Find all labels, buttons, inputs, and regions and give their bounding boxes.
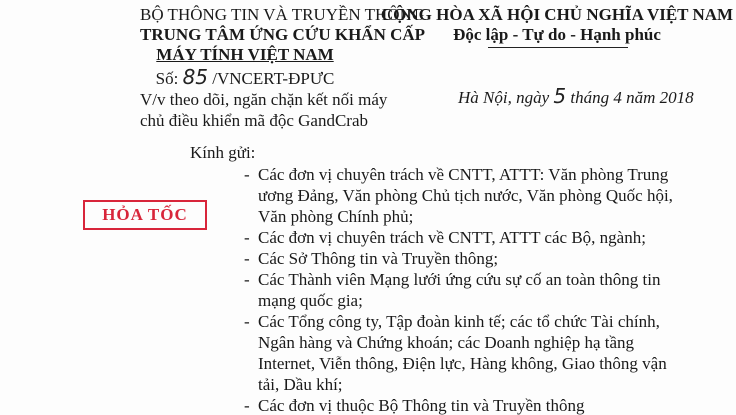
recipient-line: Internet, Viễn thông, Điện lực, Hàng không, Giao thông vận xyxy=(258,354,667,373)
document-number xyxy=(140,67,350,89)
number-suffix: /VNCERT-ĐPƯC xyxy=(212,69,335,88)
recipient-line: mạng quốc gia; xyxy=(258,291,363,310)
subject-line2: chủ điều khiển mã độc GandCrab xyxy=(140,111,369,130)
recipient-line: Các Tổng công ty, Tập đoàn kinh tế; các tổ chức Tài chính, xyxy=(258,312,660,331)
recipient-line: Ngân hàng và Chứng khoán; các Doanh nghiệp hạ tầng xyxy=(258,333,635,352)
recipient-dash: - xyxy=(244,249,250,268)
republic-title: CỘNG HÒA XÃ HỘI CHỦ NGHĨA VIỆT NAM xyxy=(380,5,734,24)
recipient-dash: - xyxy=(244,396,250,415)
center-name-line2: MÁY TÍNH VIỆT NAM xyxy=(156,45,334,64)
subject-line1: V/v theo dõi, ngăn chặn kết nối máy xyxy=(140,90,388,109)
recipient-line: Các đơn vị chuyên trách về CNTT, ATTT các Bộ, ngành; xyxy=(258,228,646,247)
recipient-line: Các đơn vị thuộc Bộ Thông tin và Truyền thông xyxy=(258,396,585,415)
date-prefix: Hà Nội, ngày xyxy=(458,88,550,107)
recipient-dash: - xyxy=(244,312,250,331)
recipient-line: Các Thành viên Mạng lưới ứng cứu sự cố an toàn thông tin xyxy=(258,270,661,289)
recipient-line: Các Sở Thông tin và Truyền thông; xyxy=(258,249,499,268)
ministry-name: BỘ THÔNG TIN VÀ TRUYỀN THÔNG xyxy=(140,5,425,24)
date-line xyxy=(458,86,694,108)
recipient-line: Các đơn vị chuyên trách về CNTT, ATTT: Văn phòng Trung xyxy=(258,165,669,184)
recipient-line: Văn phòng Chính phủ; xyxy=(258,207,414,226)
number-label: Số: xyxy=(155,69,179,88)
date-month-year: tháng 4 năm 2018 xyxy=(570,88,694,107)
motto-underline xyxy=(488,47,628,48)
recipient-dash: - xyxy=(244,270,250,289)
greeting: Kính gửi: xyxy=(190,143,256,162)
date-day: 5 xyxy=(553,84,567,108)
recipient-line: ương Đảng, Văn phòng Chủ tịch nước, Văn phòng Quốc hội, xyxy=(258,186,673,205)
recipient-dash: - xyxy=(244,165,250,184)
recipient-dash: - xyxy=(244,228,250,247)
urgent-stamp: HỎA TỐC xyxy=(83,200,207,230)
number-value: 85 xyxy=(182,65,209,89)
motto: Độc lập - Tự do - Hạnh phúc xyxy=(453,25,661,44)
center-name-line1: TRUNG TÂM ỨNG CỨU KHẨN CẤP xyxy=(140,25,426,44)
recipient-line: tải, Dầu khí; xyxy=(258,375,343,394)
